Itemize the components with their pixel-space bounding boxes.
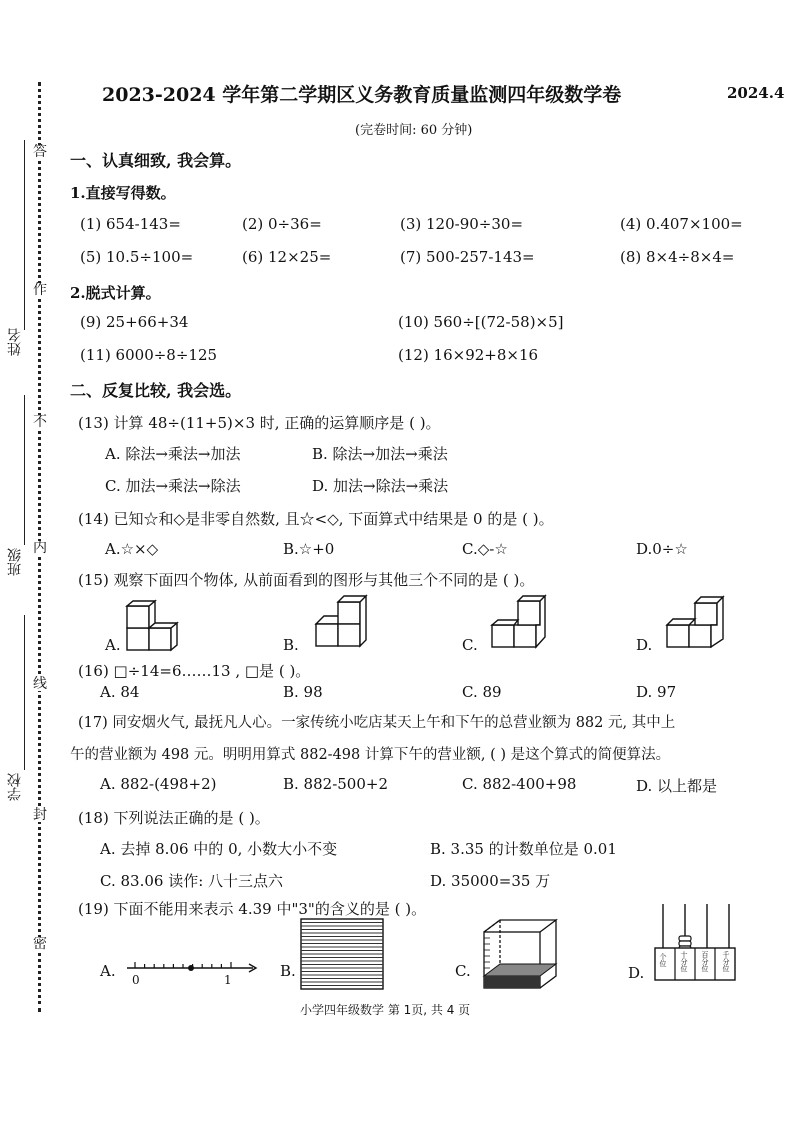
q18-option-c: C. 83.06 读作: 八十三点六 bbox=[100, 872, 284, 890]
mental-item: (4) 0.407×100= bbox=[620, 215, 743, 233]
seal-char: 内 bbox=[33, 540, 47, 556]
q19-striped-square bbox=[300, 918, 384, 990]
mental-item: (7) 500-257-143= bbox=[400, 248, 535, 266]
q17-stem-line2: 午的营业额为 498 元。明明用算式 882-498 计算下午的营业额, ( ) 是这个算式的简便算法。 bbox=[70, 747, 671, 763]
section2-title: 二、反复比较, 我会选。 bbox=[70, 381, 242, 400]
q18-option-d: D. 35000=35 万 bbox=[430, 872, 551, 890]
section1-title: 一、认真细致, 我会算。 bbox=[70, 151, 242, 170]
q17-option-c: C. 882-400+98 bbox=[462, 775, 577, 793]
mental-item: (8) 8×4÷8×4= bbox=[620, 248, 735, 266]
q13-option-c: C. 加法→乘法→除法 bbox=[105, 477, 241, 495]
exam-title: 2023-2024 学年第二学期区义务教育质量监测四年级数学卷 bbox=[102, 84, 622, 106]
time-note: (完卷时间: 60 分钟) bbox=[355, 123, 473, 138]
q15-figure-c bbox=[488, 595, 550, 653]
school-blank bbox=[24, 615, 25, 770]
part2-title: 2.脱式计算。 bbox=[70, 284, 161, 302]
mental-item: (5) 10.5÷100= bbox=[80, 248, 194, 266]
q14-stem: (14) 已知☆和◇是非零自然数, 且☆<◇, 下面算式中结果是 0 的是 ( )。 bbox=[78, 510, 554, 528]
mental-item: (3) 120-90÷30= bbox=[400, 215, 524, 233]
q14-option-d: D.0÷☆ bbox=[636, 540, 688, 558]
class-label: 班级 bbox=[7, 548, 23, 576]
q15-figure-d bbox=[663, 595, 725, 653]
name-blank bbox=[24, 140, 25, 330]
q19-stem: (19) 下面不能用来表示 4.39 中"3"的含义的是 ( )。 bbox=[78, 900, 427, 918]
seal-char: 答 bbox=[33, 144, 47, 160]
q17-stem-line1: (17) 同安烟火气, 最抚凡人心。一家传统小吃店某天上午和下午的总营业额为 882 元, 其中上 bbox=[78, 715, 676, 731]
q16-option-c: C. 89 bbox=[462, 683, 502, 701]
calc-item: (11) 6000÷8÷125 bbox=[80, 346, 218, 364]
q19-option-c: C. bbox=[455, 962, 471, 980]
seal-char: 不 bbox=[33, 414, 47, 430]
q16-stem: (16) □÷14=6……13 , □是 ( )。 bbox=[78, 662, 311, 680]
name-label: 姓名 bbox=[7, 328, 23, 356]
seal-char: 作 bbox=[33, 282, 47, 298]
q15-option-d: D. bbox=[636, 636, 653, 654]
page-footer: 小学四年级数学 第 1页, 共 4 页 bbox=[300, 1003, 471, 1017]
q19-shaded-cube bbox=[480, 918, 560, 990]
q15-figure-a bbox=[125, 600, 185, 655]
q16-option-b: B. 98 bbox=[283, 683, 323, 701]
calc-item: (10) 560÷[(72-58)×5] bbox=[398, 313, 564, 331]
mental-item: (1) 654-143= bbox=[80, 215, 181, 233]
q16-option-d: D. 97 bbox=[636, 683, 677, 701]
q19-abacus bbox=[655, 900, 735, 990]
q17-option-b: B. 882-500+2 bbox=[283, 775, 388, 793]
abacus-label-ones: 个位 bbox=[659, 953, 667, 967]
q13-stem: (13) 计算 48÷(11+5)×3 时, 正确的运算顺序是 ( )。 bbox=[78, 414, 441, 432]
q13-option-b: B. 除法→加法→乘法 bbox=[312, 445, 448, 463]
q18-option-b: B. 3.35 的计数单位是 0.01 bbox=[430, 840, 617, 858]
q17-option-a: A. 882-(498+2) bbox=[100, 775, 217, 793]
q13-option-a: A. 除法→乘法→加法 bbox=[105, 445, 241, 463]
exam-date: 2024.4 bbox=[727, 84, 785, 102]
seal-char: 密 bbox=[33, 936, 47, 952]
number-line-label-0: 0 bbox=[132, 973, 140, 987]
q15-stem: (15) 观察下面四个物体, 从前面看到的图形与其他三个不同的是 ( )。 bbox=[78, 571, 535, 589]
mental-item: (6) 12×25= bbox=[242, 248, 332, 266]
q18-stem: (18) 下列说法正确的是 ( )。 bbox=[78, 809, 270, 827]
q19-option-a: A. bbox=[100, 962, 116, 980]
class-blank bbox=[24, 395, 25, 545]
q19-option-d: D. bbox=[628, 964, 645, 982]
q15-option-a: A. bbox=[105, 636, 121, 654]
seal-char: 线 bbox=[33, 676, 47, 692]
q15-option-c: C. bbox=[462, 636, 478, 654]
q17-option-d: D. 以上都是 bbox=[636, 777, 718, 795]
abacus-label-thousandths: 千分位 bbox=[722, 951, 730, 972]
calc-item: (9) 25+66+34 bbox=[80, 313, 189, 331]
q19-option-b: B. bbox=[280, 962, 296, 980]
q18-option-a: A. 去掉 8.06 中的 0, 小数大小不变 bbox=[100, 840, 338, 858]
number-line-label-1: 1 bbox=[224, 973, 232, 987]
seal-char: 封 bbox=[33, 807, 47, 823]
calc-item: (12) 16×92+8×16 bbox=[398, 346, 539, 364]
part1-title: 1.直接写得数。 bbox=[70, 184, 176, 202]
q19-number-line bbox=[125, 958, 260, 990]
q14-option-c: C.◇-☆ bbox=[462, 540, 508, 558]
q15-figure-b bbox=[310, 592, 370, 652]
q15-option-b: B. bbox=[283, 636, 299, 654]
q14-option-b: B.☆+0 bbox=[283, 540, 335, 558]
mental-item: (2) 0÷36= bbox=[242, 215, 322, 233]
q13-option-d: D. 加法→除法→乘法 bbox=[312, 477, 449, 495]
q14-option-a: A.☆×◇ bbox=[105, 540, 159, 558]
abacus-label-tenths: 十分位 bbox=[680, 951, 688, 972]
abacus-label-hundredths: 百分位 bbox=[701, 951, 709, 972]
q16-option-a: A. 84 bbox=[100, 683, 140, 701]
school-label: 学校 bbox=[7, 773, 23, 801]
